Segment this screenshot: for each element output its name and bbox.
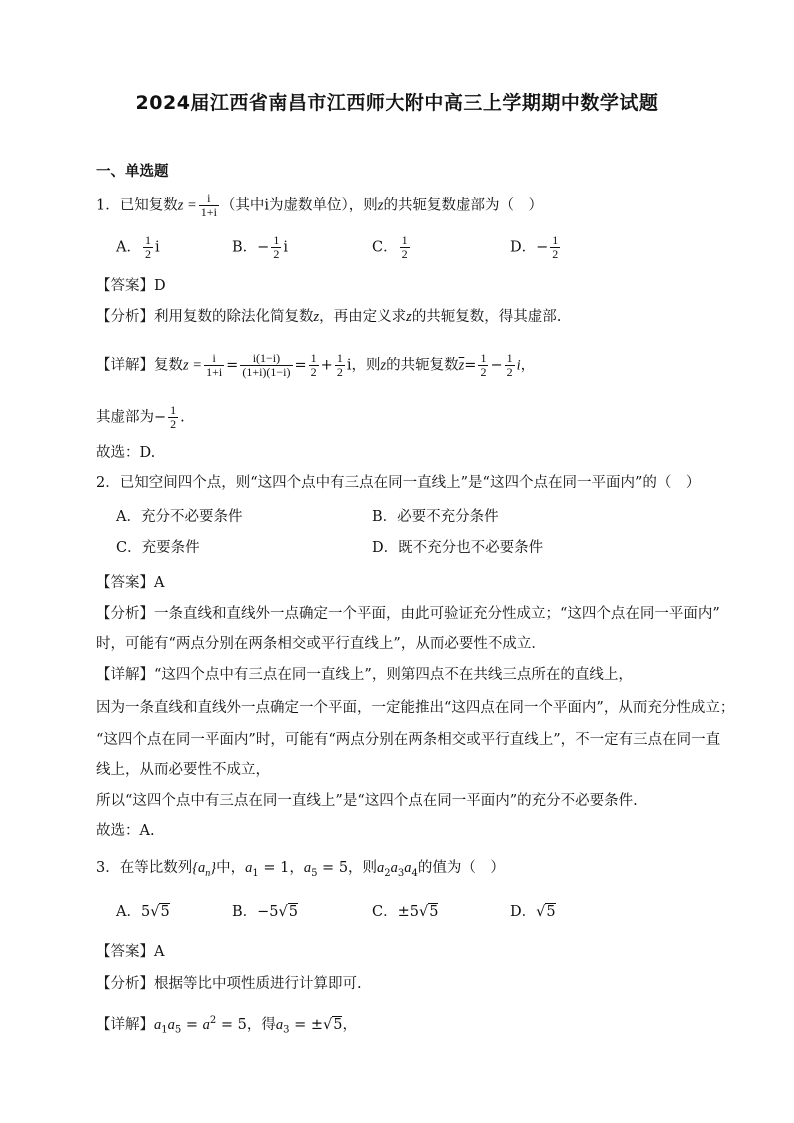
- q1-detail-frac4-den: 2: [336, 365, 343, 379]
- q3-prod-s3: 4: [411, 867, 418, 879]
- q1-detail-eq1: =: [226, 357, 239, 374]
- q1-detail2-a: 其虚部为: [96, 409, 154, 426]
- q1-rest2: 的共轭复数虚部为（ ）: [383, 197, 543, 214]
- q1-analysis-z1: z: [313, 309, 320, 325]
- q2-pick: 故选：A.: [96, 823, 155, 839]
- q1-analysis-z2: z: [406, 309, 412, 325]
- q3-stem-b: 中，: [216, 860, 246, 876]
- q1-option-b-den: 2: [273, 247, 280, 261]
- q1-frac-num: i: [207, 191, 211, 205]
- q3-detail-a3: a: [202, 1016, 210, 1033]
- q1-option-a-frac: [143, 234, 153, 261]
- q3-detail-mid: ，得: [246, 1016, 276, 1033]
- q1-detail2-frac: [168, 404, 178, 431]
- q3-option-c-pre: ±5: [397, 904, 419, 920]
- q1-detail-i: i: [346, 357, 352, 374]
- q2-detail-5: 所以“这四个点中有三点在同一直线上”是“这四个点在同一平面内”的充分不必要条件.: [96, 793, 638, 809]
- q3-comma: ，: [289, 860, 304, 876]
- q1-detail-frac5-num: 1: [480, 351, 487, 365]
- q2-option-c: C．充要条件: [116, 540, 200, 556]
- q1-option-a-den: 2: [144, 247, 151, 261]
- q3-option-d-rad: 5: [546, 904, 556, 920]
- q2-detail-text1: “这四个点中有三点在同一直线上”，则第四点不在共线三点所在的直线上，: [154, 667, 633, 683]
- q1-option-d-frac: [550, 234, 560, 261]
- q1-detail-frac1-den: 1+i: [206, 365, 223, 379]
- q3-seq: [192, 860, 217, 879]
- q3-option-a-root: √: [150, 904, 160, 920]
- q2-option-d: D．既不充分也不必要条件: [372, 540, 544, 556]
- q2-detail-4: 线上，从而必要性不成立，: [96, 762, 270, 778]
- q1-detail-eq2: =: [294, 357, 307, 374]
- q2-detail-1: [96, 665, 633, 685]
- q3-analysis-label: 【分析】: [96, 976, 154, 992]
- q1-detail-frac6: [505, 352, 515, 379]
- q1-detail-frac4-num: 1: [336, 351, 343, 365]
- q1-detail-i2: i: [516, 357, 521, 374]
- q1-answer-value: D: [154, 278, 166, 294]
- question-3-stem: [96, 858, 505, 884]
- q1-detail-minus: −: [490, 357, 503, 374]
- q3-detail-eq: =: [181, 1016, 203, 1033]
- q1-analysis-b: ，再由定义求: [319, 309, 407, 325]
- q1-detail-frac6-num: 1: [506, 351, 513, 365]
- question-1-stem: [96, 192, 543, 219]
- q1-detail-z: z: [380, 357, 387, 374]
- q3-detail-a1-sub: 1: [161, 1024, 168, 1036]
- q1-analysis-label: 【分析】: [96, 309, 154, 325]
- q1-option-a-tail: i: [154, 239, 160, 256]
- q1-option-c-num: 1: [401, 233, 408, 247]
- q1-option-c: [372, 234, 412, 261]
- q3-a5: a: [303, 860, 312, 876]
- q1-pick: 故选：D.: [96, 445, 156, 461]
- q1-fraction: [199, 192, 219, 219]
- q3-analysis-text: 根据等比中项性质进行计算即可.: [154, 976, 362, 992]
- q3-seq-a: {a: [192, 860, 206, 876]
- q3-prod-a3: a: [390, 860, 398, 876]
- q1-detail-frac2-num: i(1−i): [252, 351, 281, 365]
- q3-option-b-rad: 5: [288, 904, 299, 920]
- q1-detail-frac3-den: 2: [310, 365, 317, 379]
- q1-analysis-c: 的共轭复数，得其虚部.: [411, 309, 562, 325]
- q1-detail-2: [96, 404, 185, 431]
- q1-option-c-den: 2: [401, 247, 408, 261]
- q2-answer-value: A: [154, 575, 165, 591]
- q1-option-b-tail: i: [283, 239, 288, 256]
- q1-detail2-den: 2: [170, 417, 177, 431]
- q3-option-a-rad: 5: [160, 904, 170, 920]
- q3-seq-end: }: [210, 860, 217, 876]
- q3-detail-sq: 2: [209, 1015, 217, 1026]
- q3-answer: [96, 942, 164, 962]
- q1-detail-frac5-den: 2: [480, 365, 487, 379]
- q3-detail-a5-sub: 5: [174, 1024, 182, 1036]
- q3-option-b-pre: −5: [257, 904, 279, 920]
- q3-option-c-rad: 5: [429, 904, 439, 920]
- q1-option-d-sign: −: [536, 239, 549, 256]
- q3-option-c-root: √: [418, 904, 429, 920]
- q1-detail: [96, 352, 535, 379]
- q3-a1: a: [245, 860, 253, 876]
- q3-prod-s1: 2: [384, 867, 391, 879]
- q3-detail: [96, 1011, 357, 1041]
- section-heading: 一、单选题: [96, 164, 169, 180]
- q3-prod-a4: a: [404, 860, 412, 876]
- q3-prod-a2: a: [377, 860, 385, 876]
- q1-detail-frac1: [204, 352, 224, 379]
- q2-analysis-2: 时，可能有“两点分别在两条相交或平行直线上”，从而必要性不成立．: [96, 636, 546, 652]
- q1-answer: [96, 276, 166, 296]
- q1-detail-plus: +: [320, 357, 333, 374]
- q1-option-b-key: B．: [232, 239, 258, 256]
- q1-z-eq: z =: [177, 197, 197, 214]
- q2-detail-2: 因为一条直线和直线外一点确定一个平面，一定能推出“这四点在同一个平面内”，从而充分性成立；: [96, 700, 735, 716]
- q2-answer: [96, 573, 164, 593]
- q1-option-d: [510, 234, 562, 261]
- q3-stem-a: 3．在等比数列: [96, 860, 193, 876]
- q1-option-b-frac: [271, 234, 281, 261]
- q1-number: 1．已知复数: [96, 197, 178, 214]
- q1-detail2-end: .: [180, 409, 185, 426]
- q1-detail-end: ，: [520, 357, 536, 374]
- q1-analysis: [96, 307, 561, 327]
- q1-option-a-key: A．: [116, 239, 141, 256]
- q1-detail-frac3: [309, 352, 319, 379]
- q3-detail-eq2: = 5: [216, 1016, 247, 1033]
- q3-prod-s2: 3: [397, 867, 405, 879]
- q2-answer-label: 【答案】: [96, 575, 154, 591]
- q1-detail-frac4: [335, 352, 345, 379]
- q2-detail-label: 【详解】: [96, 667, 154, 683]
- q1-option-b: [232, 234, 288, 261]
- q3-detail-rad: 5: [333, 1016, 343, 1033]
- q1-analysis-a: 利用复数的除法化简复数: [154, 309, 314, 325]
- q3-detail-label: 【详解】: [96, 1016, 154, 1033]
- q1-rest: （其中i为虚数单位），则: [220, 197, 378, 214]
- q1-option-c-key: C．: [372, 239, 398, 256]
- q3-seq-sub: n: [205, 867, 211, 879]
- question-2-stem: 2．已知空间四个点，则“这四个点中有三点在同一直线上”是“这四个点在同一平面内”的（ ）: [96, 475, 701, 491]
- q1-option-d-den: 2: [552, 247, 559, 261]
- q1-detail-frac6-den: 2: [506, 365, 513, 379]
- q3-detail-a5: a: [167, 1016, 175, 1033]
- page-title: 2024届江西省南昌市江西师大附中高三上学期期中数学试题: [135, 92, 659, 114]
- q3-a1-eq: = 1: [258, 860, 290, 876]
- q3-analysis: [96, 974, 362, 994]
- q1-detail-frac3-num: 1: [310, 351, 317, 365]
- q1-option-c-frac: [400, 234, 410, 261]
- q1-option-a-num: 1: [144, 233, 151, 247]
- q1-option-d-num: 1: [552, 233, 559, 247]
- q3-detail-a3b-sub: 3: [283, 1024, 290, 1036]
- q3-option-d-key: D．: [510, 904, 537, 920]
- q1-detail2-sign: −: [154, 409, 167, 426]
- q3-option-d-root: √: [536, 904, 546, 920]
- q3-a5-sub: 5: [311, 867, 318, 879]
- q1-detail-frac1-num: i: [212, 351, 216, 365]
- q3-option-b-key: B．: [232, 904, 258, 920]
- q1-option-d-key: D．: [510, 239, 537, 256]
- q2-analysis-text1: 一条直线和直线外一点确定一个平面，由此可验证充分性成立；“这四个点在同一平面内”: [154, 606, 720, 622]
- q3-detail-end: ，: [342, 1016, 357, 1033]
- q1-option-b-sign: −: [257, 239, 270, 256]
- q3-a1-sub: 1: [252, 867, 259, 879]
- q1-detail2-num: 1: [170, 403, 177, 417]
- q1-detail-a: 复数: [154, 357, 183, 374]
- q1-detail-eq3: =: [464, 357, 477, 374]
- q3-option-b-root: √: [278, 904, 288, 920]
- q2-detail-3: “这四个点在同一平面内”时，可能有“两点分别在两条相交或平行直线上”，不一定有三点在同一直: [96, 732, 721, 748]
- q3-option-a: [116, 902, 170, 922]
- q2-option-a: A．充分不必要条件: [116, 509, 243, 525]
- q1-detail-frac2: [240, 352, 292, 379]
- q1-z: z: [377, 197, 384, 214]
- q3-detail-pm: = ±: [289, 1016, 323, 1033]
- q1-detail-zbar: $\overline{z}$: [458, 357, 465, 374]
- q3-option-b: [232, 902, 298, 922]
- q1-detail-frac5: [478, 352, 488, 379]
- q1-detail-zeq: z =: [183, 357, 203, 374]
- q1-detail-b: ，则: [351, 357, 381, 374]
- q1-detail-frac2-den: (1+i)(1−i): [242, 365, 291, 379]
- q2-analysis-1: [96, 604, 720, 624]
- q3-detail-root: √: [323, 1016, 333, 1033]
- q1-option-a: [116, 234, 160, 261]
- q3-stem-c: ，则: [348, 860, 378, 876]
- q3-answer-value: A: [154, 944, 165, 960]
- q1-frac-den: 1+i: [200, 205, 217, 219]
- q3-option-a-key: A．: [116, 904, 141, 920]
- q3-a5-eq: = 5: [317, 860, 349, 876]
- q1-detail-c: 的共轭复数: [386, 357, 459, 374]
- q3-option-a-pre: 5: [140, 904, 151, 920]
- q2-analysis-label: 【分析】: [96, 606, 154, 622]
- q3-option-c-key: C．: [372, 904, 398, 920]
- q3-option-d: [510, 902, 556, 922]
- q3-stem-d: 的值为（ ）: [417, 860, 505, 876]
- q3-detail-a3b: a: [275, 1016, 284, 1033]
- q3-option-c: [372, 902, 438, 922]
- q2-option-b: B．必要不充分条件: [372, 509, 499, 525]
- q3-answer-label: 【答案】: [96, 944, 154, 960]
- q1-detail-label: 【详解】: [96, 357, 154, 374]
- q1-answer-label: 【答案】: [96, 278, 154, 294]
- q3-detail-a1: a: [154, 1016, 162, 1033]
- q1-option-b-num: 1: [273, 233, 280, 247]
